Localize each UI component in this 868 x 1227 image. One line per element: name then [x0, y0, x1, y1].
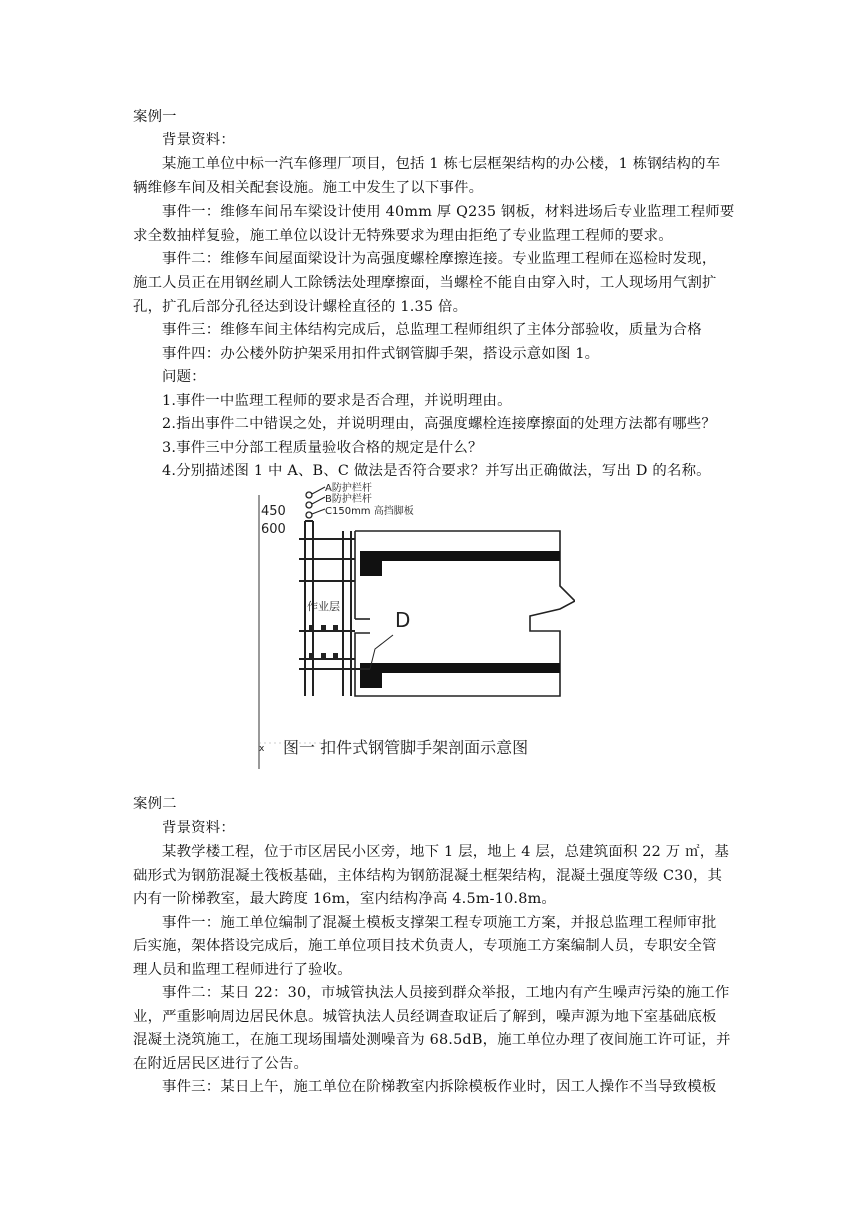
label-a-guardrail: A防护栏杆: [325, 483, 372, 494]
case1-question-2: 2.指出事件二中错误之处，并说明理由，高强度螺栓连接摩擦面的处理方法都有哪些？: [162, 416, 716, 432]
case1-event1-line: 求全数抽样复验，施工单位以设计无特殊要求为理由拒绝了专业监理工程师的要求。: [133, 228, 673, 244]
case1-question-1: 1.事件一中监理工程师的要求是否合理，并说明理由。: [162, 393, 512, 409]
case1-question-4: 4.分别描述图 1 中 A、B、C 做法是否符合要求？并写出正确做法，写出 D 的名称。: [162, 463, 711, 479]
case1-event1-line: 事件一：维修车间吊车梁设计使用 40mm 厚 Q235 钢板，材料进场后专业监理工程师要: [162, 204, 735, 220]
case1-background-label: 背景资料：: [162, 132, 235, 148]
case2-event2-line: 事件二：某日 22：30，市城管执法人员接到群众举报，工地内有产生噪声污染的施工作: [162, 985, 730, 1001]
label-working-layer: 作业层: [307, 600, 340, 613]
case2-paragraph-line: 内有一阶梯教室，最大跨度 16m，室内结构净高 4.5m-10.8m。: [133, 891, 557, 907]
case1-event2-line: 事件二：维修车间屋面梁设计为高强度螺栓摩擦连接。专业监理工程师在巡检时发现，: [162, 251, 717, 267]
case1-paragraph-line: 某施工单位中标一汽车修理厂项目，包括 1 栋七层框架结构的办公楼，1 栋钢结构的车: [162, 156, 721, 172]
case2-event1-line: 理人员和监理工程师进行了验收。: [133, 962, 352, 978]
case1-questions-label: 问题：: [162, 369, 206, 385]
case1-event3-line: 事件三：维修车间主体结构完成后，总监理工程师组织了主体分部验收，质量为合格: [162, 322, 702, 338]
case1-heading: 案例一: [133, 109, 177, 125]
case2-event2-line: 混凝土浇筑施工，在施工现场围墙处测噪音为 68.5dB，施工单位办理了夜间施工许可证，并: [133, 1032, 731, 1048]
case2-paragraph-line: 某教学楼工程，位于市区居民小区旁，地下 1 层，地上 4 层，总建筑面积 22 万 ㎡，基: [162, 844, 729, 860]
case1-paragraph-line: 辆维修车间及相关配套设施。施工中发生了以下事件。: [133, 180, 484, 196]
figure-caption: 图一 扣件式钢管脚手架剖面示意图: [283, 738, 529, 757]
case2-heading: 案例二: [133, 796, 177, 812]
case2-event2-line: 在附近居民区进行了公告。: [133, 1056, 309, 1072]
case1-event2-line: 孔，扩孔后部分孔径达到设计螺栓直径的 1.35 倍。: [133, 299, 468, 315]
scaffold-section-figure: [255, 481, 575, 773]
label-d: D: [395, 608, 411, 632]
case2-event2-line: 业，严重影响周边居民休息。城管执法人员经调查取证后了解到，噪声源为地下室基础底板: [133, 1009, 717, 1025]
case1-event2-line: 施工人员正在用钢丝刷人工除锈法处理摩擦面，当螺栓不能自由穿入时，工人现场用气割扩: [133, 275, 717, 291]
case1-question-3: 3.事件三中分部工程质量验收合格的规定是什么？: [162, 440, 483, 456]
case2-event3-line: 事件三：某日上午，施工单位在阶梯教室内拆除模板作业时，因工人操作不当导致模板: [162, 1079, 717, 1095]
case2-paragraph-line: 础形式为钢筋混凝土筏板基础，主体结构为钢筋混凝土框架结构，混凝土强度等级 C30，其: [133, 868, 723, 884]
case2-event1-line: 事件一：施工单位编制了混凝土模板支撑架工程专项施工方案，并报总监理工程师审批: [162, 915, 717, 931]
label-b-guardrail: B防护栏杆: [325, 494, 372, 505]
dimension-600: 600: [261, 522, 286, 537]
case1-event4-line: 事件四：办公楼外防护架采用扣件式钢管脚手架，搭设示意如图 1。: [162, 346, 600, 362]
axis-marker: x: [259, 744, 265, 754]
case2-event1-line: 后实施，架体搭设完成后，施工单位项目技术负责人，专项施工方案编制人员，专职安全管: [133, 938, 717, 954]
case2-background-label: 背景资料：: [162, 820, 235, 836]
label-c-toeboard: C150mm 高挡脚板: [325, 506, 414, 517]
dimension-450: 450: [261, 504, 286, 519]
